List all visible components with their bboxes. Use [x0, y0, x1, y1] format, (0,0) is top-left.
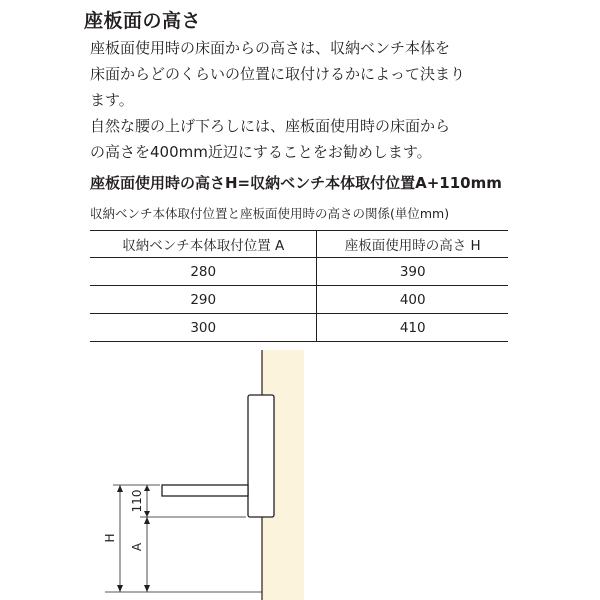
table-row	[90, 258, 508, 286]
dimension-label-110: 110	[130, 489, 144, 513]
table-cell: 410	[317, 314, 508, 342]
table-cell: 280	[90, 258, 317, 286]
seat-board	[162, 485, 248, 496]
arrowhead	[144, 585, 150, 592]
column-header-mount-position: 収納ベンチ本体取付位置 A	[90, 231, 317, 258]
paragraph-line: 自然な腰の上げ下ろしには、座板面使用時の床面から	[90, 117, 451, 135]
table-row	[90, 314, 508, 342]
paragraph-line: ます。	[90, 91, 134, 109]
arrowhead	[144, 485, 150, 491]
arrowhead	[117, 585, 123, 592]
height-formula: 座板面使用時の高さH=収納ベンチ本体取付位置A+110mm	[90, 174, 502, 192]
table-caption: 収納ベンチ本体取付位置と座板面使用時の高さの関係(単位mm)	[90, 206, 450, 221]
paragraph-line: の高さを400mm近辺にすることをお勧めします。	[90, 143, 432, 161]
arrowhead	[144, 517, 150, 524]
paragraph-line: 座板面使用時の床面からの高さは、収納ベンチ本体を	[90, 39, 451, 57]
paragraph-line: 床面からどのくらいの位置に取付けるかによって決まり	[90, 65, 466, 83]
table-cell: 290	[90, 286, 317, 314]
table-row	[90, 286, 508, 314]
mounting-height-diagram	[0, 340, 600, 600]
table-cell: 300	[90, 314, 317, 342]
dimension-label-h: H	[103, 533, 117, 543]
bench-body	[248, 395, 274, 517]
dimension-label-a: A	[130, 542, 144, 552]
table-cell: 400	[317, 286, 508, 314]
table-cell: 390	[317, 258, 508, 286]
height-relation-table	[90, 230, 508, 342]
table-header-row	[90, 231, 508, 258]
arrowhead	[144, 511, 150, 517]
description-paragraph-2	[90, 113, 520, 165]
column-header-seat-height: 座板面使用時の高さ H	[317, 231, 508, 258]
arrowhead	[117, 485, 123, 492]
section-heading: 座板面の高さ	[84, 10, 202, 32]
description-paragraph-1	[90, 35, 520, 113]
